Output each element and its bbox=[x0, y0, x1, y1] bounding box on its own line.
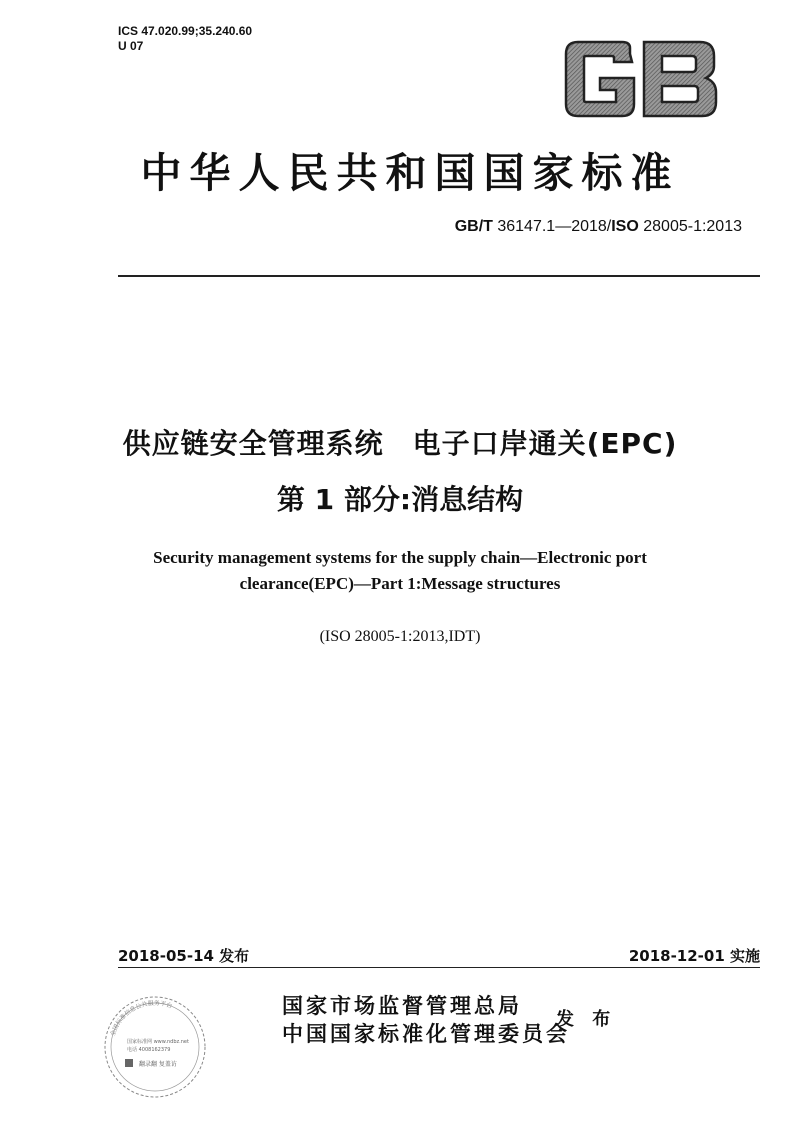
chinese-title-line2: 第 1 部分:消息结构 bbox=[276, 483, 524, 516]
standard-number bbox=[455, 218, 742, 236]
chinese-title-line1: 供应链安全管理系统 电子口岸通关(EPC) bbox=[122, 427, 678, 460]
bottom-divider bbox=[118, 967, 760, 968]
gb-logo-text: GB bbox=[560, 40, 562, 41]
top-divider bbox=[118, 275, 760, 277]
english-title-line1: Security management systems for the supply chain—Electronic port bbox=[153, 548, 647, 567]
gb-logo bbox=[560, 40, 720, 118]
certification-stamp bbox=[95, 985, 215, 1105]
issue-date: 2018-05-14 发布 bbox=[118, 947, 250, 965]
standard-prefix: GB/T bbox=[454, 218, 493, 235]
standard-number-value: 36147.1—2018/ bbox=[492, 218, 612, 235]
national-standard-title: 中华人民共和国国家标准 bbox=[140, 149, 680, 197]
publisher-sac: 中国国家标准化管理委员会 bbox=[282, 1021, 570, 1046]
ccs-code: U 07 bbox=[118, 39, 144, 53]
iso-prefix: ISO bbox=[611, 218, 639, 235]
publishers bbox=[282, 992, 570, 1048]
stamp-line-a: 国家标准网 www.ndbz.net bbox=[127, 1039, 189, 1045]
svg-text:全国标准信息公共服务平台 bbox=[109, 999, 174, 1037]
iso-number: 28005-1:2013 bbox=[638, 218, 742, 235]
stamp-line-c: 翻录翻 复盖访 bbox=[139, 1061, 177, 1068]
english-title-line2: clearance(EPC)—Part 1:Message structures bbox=[239, 574, 561, 593]
stamp-arc-text: 全国标准信息公共服务平台 bbox=[109, 999, 174, 1038]
stamp-line-b: 电话 4008162379 bbox=[127, 1047, 171, 1053]
classification-codes bbox=[118, 24, 252, 54]
ics-code: ICS 47.020.99;35.240.60 bbox=[118, 24, 253, 38]
publisher-samr: 国家市场监督管理总局 bbox=[282, 993, 522, 1018]
implementation-date: 2018-12-01 实施 bbox=[628, 947, 760, 965]
adoption-note: (ISO 28005-1:2013,IDT) bbox=[319, 628, 481, 645]
publish-label: 发 布 bbox=[556, 1009, 617, 1030]
